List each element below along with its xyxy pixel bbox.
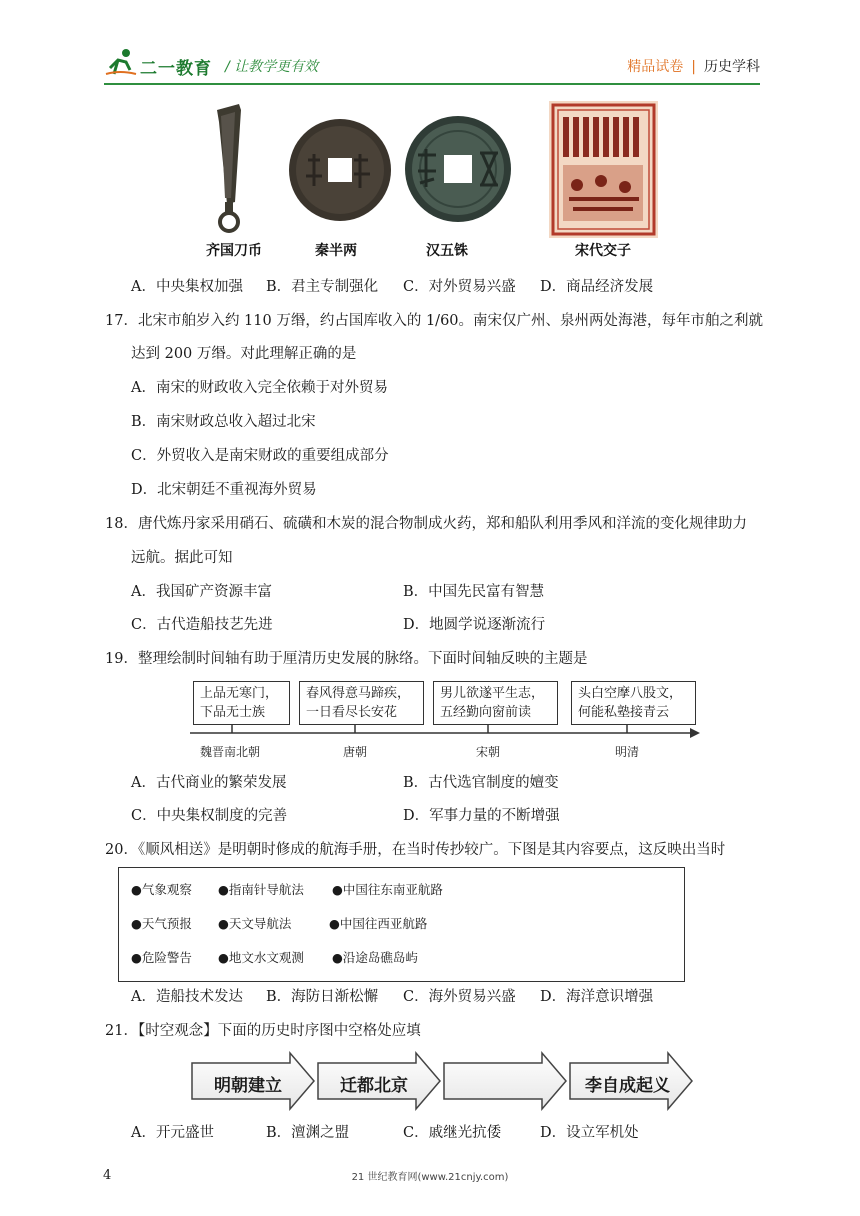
timeline-era-tang: 唐朝 [343,745,368,759]
timeline-axis [190,724,700,742]
timeline-box-tang-line1: 春风得意马蹄疾， [306,686,411,701]
q20-point-2: ●指南针导航法 [218,882,304,897]
q21-arrow-2: 迁都北京 [340,1076,408,1096]
coin-label-qin: 秦半两 [315,243,357,259]
q20-point-6: ●中国往西亚航路 [329,916,428,931]
q20-option-a[interactable]: A．造船技术发达 [131,989,243,1005]
timeline-era-weijin: 魏晋南北朝 [200,745,261,759]
timeline-box-weijin-line1: 上品无寒门， [200,686,279,701]
q21-stem: 21．【时空观念】下面的历史时序图中空格处应填 [105,1023,421,1039]
q20-point-8: ●地文水文观测 [218,950,304,965]
page-number: 4 [103,1168,112,1183]
q20-stem: 20．《顺风相送》是明朝时修成的航海手册，在当时传抄较广。下图是其内容要点，这反映出当时 [105,842,726,858]
q16-option-d[interactable]: D．商品经济发展 [540,279,654,295]
q21-option-d[interactable]: D．设立军机处 [540,1125,639,1141]
q20-point-1: ●气象观察 [131,882,192,897]
runner-logo-icon [104,48,138,78]
timeline-box-song-line1: 男儿欲遂平生志， [440,686,545,701]
header-subject-name: 历史学科 [704,59,760,75]
q18-stem-line2: 远航。据此可知 [131,550,233,566]
q17-option-b[interactable]: B．南宋财政总收入超过北宋 [131,414,316,430]
qin-banliang-coin-image [288,118,393,223]
coin-label-han: 汉五铢 [426,243,468,259]
timeline-box-mingqing-line2: 何能私塾接青云 [578,705,670,720]
q16-option-c[interactable]: C．对外贸易兴盛 [403,279,516,295]
q16-option-a[interactable]: A．中央集权加强 [131,279,243,295]
timeline-box-weijin [193,681,290,725]
header-rule [104,83,760,85]
q17-option-a[interactable]: A．南宋的财政收入完全依赖于对外贸易 [131,380,388,396]
coin-label-song: 宋代交子 [575,243,631,259]
q18-option-b[interactable]: B．中国先民富有智慧 [403,584,545,600]
q20-point-7: ●危险警告 [131,950,192,965]
timeline-era-song: 宋朝 [476,745,501,759]
q19-option-b[interactable]: B．古代选官制度的嬗变 [403,775,559,791]
q20-point-5: ●天文导航法 [218,916,292,931]
timeline-box-tang-line2: 一日看尽长安花 [306,705,398,720]
q19-option-c[interactable]: C．中央集权制度的完善 [131,808,288,824]
q20-point-4: ●天气预报 [131,916,192,931]
header-separator: | [691,59,696,75]
header-paper-type: 精品试卷 [627,59,684,75]
q20-option-d[interactable]: D．海洋意识增强 [540,989,654,1005]
timeline-era-mingqing: 明清 [615,745,640,759]
brand-name: 二一教育 [140,59,212,79]
q21-arrow-1: 明朝建立 [214,1076,282,1096]
q18-option-a[interactable]: A．我国矿产资源丰富 [131,584,272,600]
q20-point-9: ●沿途岛礁岛屿 [332,950,418,965]
q18-option-c[interactable]: C．古代造船技艺先进 [131,617,273,633]
q18-stem-line1: 18．唐代炼丹家采用硝石、硫磺和木炭的混合物制成火药，郑和船队利用季风和洋流的变化规律助力 [105,516,747,532]
timeline-box-song [433,681,558,725]
q19-stem: 19．整理绘制时间轴有助于厘清历史发展的脉络。下面时间轴反映的主题是 [105,651,588,667]
q21-option-c[interactable]: C．戚继光抗倭 [403,1125,502,1141]
q20-option-b[interactable]: B．海防日渐松懈 [266,989,379,1005]
song-jiaozi-note-image [549,101,658,238]
q19-option-d[interactable]: D．军事力量的不断增强 [403,808,560,824]
q20-point-3: ●中国往东南亚航路 [332,882,443,897]
timeline-box-mingqing-line1: 头白空摩八股文， [578,686,683,701]
q19-option-a[interactable]: A．古代商业的繁荣发展 [131,775,287,791]
timeline-box-tang [299,681,424,725]
timeline-box-weijin-line2: 下品无士族 [200,705,266,720]
q17-stem-line2: 达到 200 万缗。对此理解正确的是 [131,346,357,362]
han-wuzhu-coin-image [404,115,512,223]
q16-option-b[interactable]: B．君主专制强化 [266,279,379,295]
brand-slogan: / 让教学更有效 [225,59,319,75]
q21-option-a[interactable]: A．开元盛世 [131,1125,214,1141]
q21-option-b[interactable]: B．澶渊之盟 [266,1125,350,1141]
q20-option-c[interactable]: C．海外贸易兴盛 [403,989,516,1005]
footer-source: 21 世纪教育网(www.21cnjy.com) [351,1172,509,1183]
timeline-box-mingqing [571,681,696,725]
q17-option-c[interactable]: C．外贸收入是南宋财政的重要组成部分 [131,448,389,464]
qi-knife-coin-image [205,102,250,237]
timeline-box-song-line2: 五经勤向窗前读 [440,705,532,720]
q18-option-d[interactable]: D．地圆学说逐渐流行 [403,617,546,633]
q21-arrow-4: 李自成起义 [585,1076,670,1096]
q17-stem-line1: 17．北宋市舶岁入约 110 万缗，约占国库收入的 1/60。南宋仅广州、泉州两处海港，每年市舶之利就 [105,313,764,329]
q17-option-d[interactable]: D．北宋朝廷不重视海外贸易 [131,482,317,498]
header-subject [627,56,760,76]
coin-label-qi: 齐国刀币 [206,243,262,259]
